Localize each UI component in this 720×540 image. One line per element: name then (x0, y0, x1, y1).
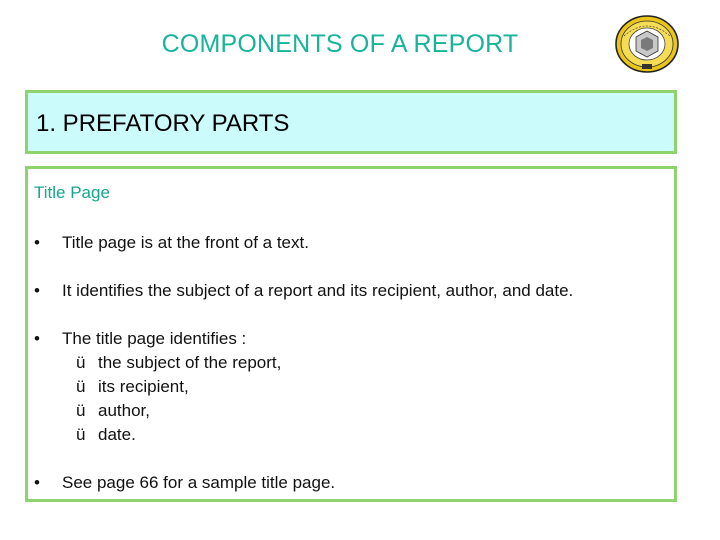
bullet-icon: • (34, 329, 40, 348)
bullet-text: The title page identifies : (62, 329, 247, 348)
checkmark-icon: ü (76, 401, 86, 420)
slide-title: COMPONENTS OF A REPORT (161, 30, 519, 58)
bullet-icon: • (34, 473, 40, 492)
bullet-text: Title page is at the front of a text. (62, 233, 309, 252)
sub-item-text: its recipient, (98, 377, 189, 396)
sub-item-text: author, (98, 401, 150, 420)
checkmark-icon: ü (76, 377, 86, 396)
bullet-icon: • (34, 233, 40, 252)
content-box (25, 166, 677, 502)
section-banner (25, 90, 677, 154)
bullet-icon: • (34, 281, 40, 300)
checkmark-icon: ü (76, 425, 86, 444)
bullet-text: It identifies the subject of a report and its recipient, author, and date. (62, 281, 574, 300)
circular-emblem-icon (614, 14, 680, 74)
sub-item-text: the subject of the report, (98, 353, 282, 372)
sub-item-text: date. (98, 425, 136, 444)
bullet-text: See page 66 for a sample title page. (62, 473, 336, 492)
section-heading: 1. PREFATORY PARTS (36, 110, 290, 137)
checkmark-icon: ü (76, 353, 86, 372)
subheading: Title Page (34, 183, 110, 202)
